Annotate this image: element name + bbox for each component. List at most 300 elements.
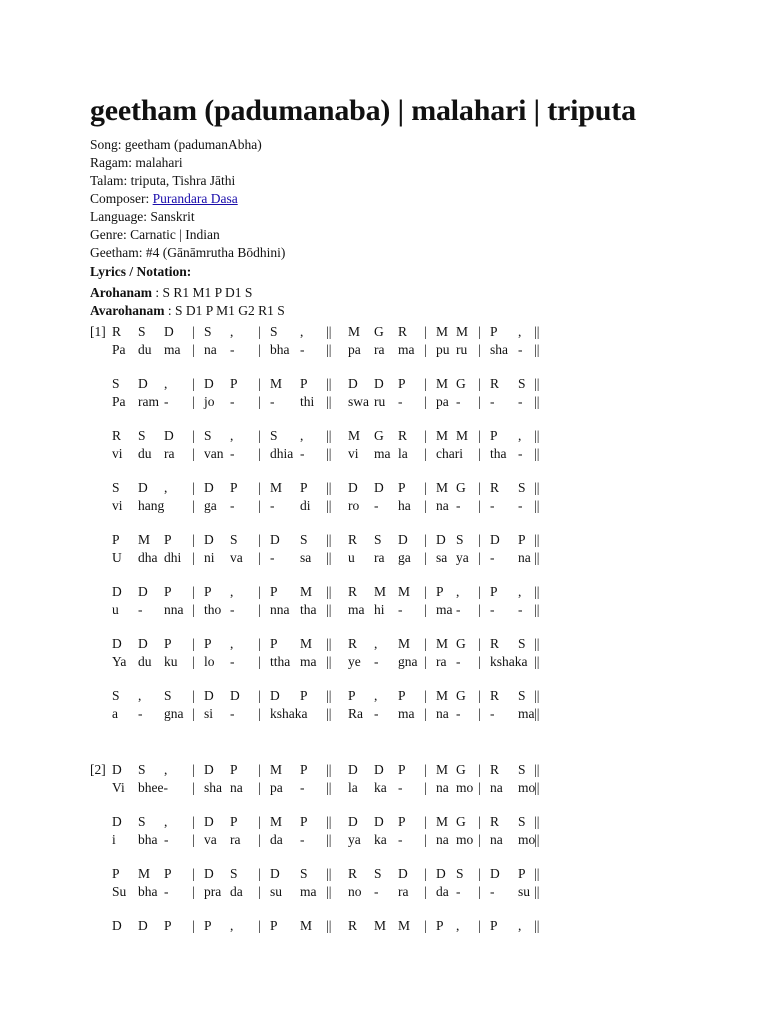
section-label: [2]: [90, 762, 106, 777]
swara-note: |: [424, 324, 427, 339]
swara-note: P: [164, 918, 172, 933]
swara-note: P: [490, 324, 498, 339]
lyric-syllable: -: [490, 706, 495, 721]
swara-note: P: [270, 636, 278, 651]
swara-note: R: [490, 376, 500, 391]
swara-note: M: [436, 428, 449, 443]
lyric-syllable: ye: [348, 654, 361, 669]
swara-note: P: [518, 532, 526, 547]
lyric-syllable: Ya: [112, 654, 127, 669]
swara-note: |: [258, 636, 261, 651]
lyric-syllable: ma: [374, 446, 391, 461]
swara-note: D: [374, 376, 384, 391]
swara-note: |: [424, 532, 427, 547]
lyric-syllable: ma: [300, 654, 317, 669]
swara-note: |: [424, 584, 427, 599]
swara-note: P: [398, 814, 406, 829]
lyric-syllable: -: [518, 498, 523, 513]
lyric-syllable: |: [258, 550, 261, 565]
swara-note: D: [164, 324, 174, 339]
swara-note: P: [490, 584, 498, 599]
lyric-syllable: dhia: [270, 446, 294, 461]
lyric-syllable: ||: [534, 706, 540, 721]
swara-note: ,: [456, 584, 460, 599]
swara-note: S: [518, 480, 526, 495]
swara-note: S: [112, 480, 120, 495]
swara-note: M: [138, 532, 151, 547]
lyric-syllable: du: [138, 446, 152, 461]
swara-note: |: [424, 688, 427, 703]
lyric-syllable: |: [478, 498, 481, 513]
lyric-syllable: ya: [348, 832, 361, 847]
swara-note: P: [300, 376, 308, 391]
swara-note: S: [300, 866, 308, 881]
lyric-syllable: |: [424, 550, 427, 565]
lyric-syllable: ra: [374, 550, 385, 565]
swara-note: ,: [164, 480, 168, 495]
lyric-syllable: swa: [348, 394, 369, 409]
swara-note: P: [230, 480, 238, 495]
lyric-syllable: na: [204, 342, 217, 357]
lyric-syllable: ma: [348, 602, 365, 617]
lyric-syllable: |: [424, 884, 427, 899]
lyric-syllable: na: [518, 550, 531, 565]
lyric-syllable: na: [436, 706, 449, 721]
lyric-syllable: -: [230, 498, 235, 513]
swara-note: S: [374, 866, 382, 881]
lyric-syllable: |: [192, 654, 195, 669]
lyric-syllable: -: [270, 550, 275, 565]
lyric-syllable: ttha: [270, 654, 291, 669]
swara-note: |: [192, 480, 195, 495]
swara-note: R: [348, 584, 358, 599]
lyric-syllable: ||: [326, 780, 332, 795]
swara-note: |: [424, 636, 427, 651]
lyric-syllable: ra: [436, 654, 447, 669]
lyric-syllable: di: [300, 498, 311, 513]
swara-note: S: [300, 532, 308, 547]
lyric-syllable: U: [112, 550, 122, 565]
swara-note: |: [192, 636, 195, 651]
lyric-syllable: -: [300, 832, 305, 847]
lyric-syllable: nna: [270, 602, 290, 617]
lyric-syllable: Pa: [112, 342, 126, 357]
swara-note: S: [204, 324, 212, 339]
swara-note: |: [478, 584, 481, 599]
swara-note: R: [398, 324, 408, 339]
swara-note: P: [204, 636, 212, 651]
lyric-syllable: jo: [204, 394, 215, 409]
lyric-syllable: va: [204, 832, 217, 847]
lyric-syllable: ||: [534, 602, 540, 617]
swara-note: |: [258, 918, 261, 933]
lyric-syllable: ||: [326, 706, 332, 721]
swara-note: ,: [300, 324, 304, 339]
swara-note: M: [436, 480, 449, 495]
lyric-syllable: |: [192, 394, 195, 409]
swara-note: M: [398, 636, 411, 651]
lyric-syllable: mo: [518, 832, 536, 847]
lyric-syllable: |: [258, 446, 261, 461]
lyric-syllable: ||: [326, 394, 332, 409]
lyric-syllable: mo: [456, 832, 474, 847]
lyric-syllable: -: [270, 498, 275, 513]
lyric-syllable: pa: [436, 394, 449, 409]
lyric-syllable: |: [478, 602, 481, 617]
lyric-syllable: -: [490, 394, 495, 409]
swara-note: M: [436, 324, 449, 339]
lyric-syllable: -: [230, 394, 235, 409]
lyric-syllable: du: [138, 654, 152, 669]
lyric-syllable: vi: [348, 446, 359, 461]
swara-note: G: [374, 428, 384, 443]
lyric-syllable: na: [490, 832, 503, 847]
lyric-syllable: -: [230, 706, 235, 721]
lyric-syllable: ga: [398, 550, 411, 565]
swara-note: |: [478, 918, 481, 933]
swara-note: D: [204, 688, 214, 703]
lyric-syllable: ma: [398, 342, 415, 357]
meta-geetham: Geetham: #4 (Gānāmrutha Bōdhini): [90, 245, 286, 260]
swara-note: |: [424, 866, 427, 881]
swara-note: ||: [534, 762, 540, 777]
swara-note: M: [348, 428, 361, 443]
swara-note: M: [456, 428, 469, 443]
swara-note: |: [258, 814, 261, 829]
swara-note: |: [478, 814, 481, 829]
lyric-syllable: -: [138, 602, 143, 617]
swara-note: ||: [326, 866, 332, 881]
lyric-syllable: ||: [534, 342, 540, 357]
swara-note: ||: [326, 324, 332, 339]
swara-note: D: [138, 584, 148, 599]
swara-note: M: [348, 324, 361, 339]
swara-note: D: [270, 688, 280, 703]
swara-note: P: [230, 762, 238, 777]
lyric-syllable: |: [478, 706, 481, 721]
swara-note: P: [164, 584, 172, 599]
lyric-syllable: -: [518, 394, 523, 409]
swara-note: |: [478, 376, 481, 391]
swara-note: S: [204, 428, 212, 443]
swara-note: G: [456, 480, 466, 495]
swara-note: P: [436, 918, 444, 933]
lyric-syllable: la: [348, 780, 358, 795]
swara-note: |: [192, 688, 195, 703]
lyric-syllable: |: [192, 706, 195, 721]
swara-note: |: [478, 762, 481, 777]
lyric-syllable: |: [192, 884, 195, 899]
swara-note: R: [112, 324, 122, 339]
meta-talam: Talam: triputa, Tishra Jāthi: [90, 173, 236, 188]
lyric-syllable: -: [518, 342, 523, 357]
swara-note: P: [398, 480, 406, 495]
lyric-syllable: sa: [436, 550, 448, 565]
swara-note: D: [398, 866, 408, 881]
swara-note: R: [398, 428, 408, 443]
swara-note: D: [112, 918, 122, 933]
lyric-syllable: su: [270, 884, 283, 899]
swara-note: R: [348, 636, 358, 651]
swara-note: G: [456, 688, 466, 703]
swara-note: |: [258, 428, 261, 443]
lyric-syllable: ma: [164, 342, 181, 357]
swara-note: ||: [326, 814, 332, 829]
swara-note: S: [518, 762, 526, 777]
swara-note: G: [374, 324, 384, 339]
swara-note: P: [398, 376, 406, 391]
lyric-syllable: bha: [270, 342, 290, 357]
swara-note: R: [112, 428, 122, 443]
swara-note: D: [270, 866, 280, 881]
lyric-syllable: bha: [138, 832, 158, 847]
swara-note: |: [478, 428, 481, 443]
swara-note: M: [436, 688, 449, 703]
swara-note: ||: [534, 866, 540, 881]
swara-note: |: [192, 584, 195, 599]
swara-note: S: [270, 428, 278, 443]
swara-note: S: [518, 376, 526, 391]
swara-note: |: [192, 866, 195, 881]
lyric-syllable: tha: [300, 602, 317, 617]
lyric-syllable: ro: [348, 498, 360, 513]
swara-note: M: [270, 814, 283, 829]
lyric-syllable: |: [258, 780, 261, 795]
lyric-syllable: -: [374, 654, 379, 669]
notation-section: [90, 762, 540, 936]
swara-note: D: [270, 532, 280, 547]
lyric-syllable: tho: [204, 602, 222, 617]
lyric-syllable: -: [300, 342, 305, 357]
lyric-syllable: du: [138, 342, 152, 357]
lyric-syllable: ram: [138, 394, 159, 409]
swara-note: D: [348, 814, 358, 829]
swara-note: |: [258, 324, 261, 339]
meta-genre: Genre: Carnatic | Indian: [90, 227, 220, 242]
swara-note: S: [230, 532, 238, 547]
lyric-syllable: na: [490, 780, 503, 795]
lyric-syllable: Vi: [112, 780, 125, 795]
lyric-syllable: -: [518, 446, 523, 461]
swara-note: P: [300, 814, 308, 829]
lyric-syllable: ga: [204, 498, 217, 513]
lyric-syllable: |: [192, 602, 195, 617]
swara-note: |: [258, 480, 261, 495]
lyric-syllable: |: [424, 394, 427, 409]
swara-note: P: [518, 866, 526, 881]
page-title: geetham (padumanaba) | malahari | triputa: [90, 94, 636, 127]
lyric-syllable: -: [230, 446, 235, 461]
lyric-syllable: Ra: [348, 706, 363, 721]
lyric-syllable: |: [258, 394, 261, 409]
swara-note: P: [436, 584, 444, 599]
swara-note: D: [374, 480, 384, 495]
swara-note: ||: [326, 532, 332, 547]
swara-note: |: [424, 376, 427, 391]
lyric-syllable: va: [230, 550, 243, 565]
lyric-syllable: |: [258, 602, 261, 617]
swara-note: P: [164, 532, 172, 547]
swara-note: D: [204, 762, 214, 777]
lyric-syllable: sha: [204, 780, 222, 795]
lyric-syllable: nna: [164, 602, 184, 617]
swara-note: ,: [518, 584, 522, 599]
swara-note: ||: [326, 376, 332, 391]
swara-note: S: [164, 688, 172, 703]
swara-note: P: [230, 376, 238, 391]
lyric-syllable: vi: [112, 446, 123, 461]
lyric-syllable: |: [424, 602, 427, 617]
lyric-syllable: -: [398, 780, 403, 795]
swara-note: ,: [138, 688, 142, 703]
swara-note: ,: [230, 584, 234, 599]
swara-note: ||: [534, 480, 540, 495]
lyric-syllable: |: [424, 706, 427, 721]
lyric-syllable: -: [164, 394, 169, 409]
swara-note: |: [192, 762, 195, 777]
lyric-syllable: gna: [398, 654, 418, 669]
swara-note: |: [192, 428, 195, 443]
swara-note: D: [348, 762, 358, 777]
lyric-syllable: -: [164, 884, 169, 899]
swara-note: P: [164, 636, 172, 651]
lyric-syllable: dha: [138, 550, 158, 565]
swara-note: G: [456, 762, 466, 777]
swara-note: ||: [326, 480, 332, 495]
lyric-syllable: -: [270, 394, 275, 409]
swara-note: ||: [326, 636, 332, 651]
lyric-syllable: ka: [374, 780, 387, 795]
lyric-syllable: hang: [138, 498, 165, 513]
lyric-syllable: ma: [518, 706, 535, 721]
swara-note: D: [230, 688, 240, 703]
lyrics-heading: Lyrics / Notation:: [90, 264, 192, 279]
swara-note: M: [436, 376, 449, 391]
lyric-syllable: |: [478, 394, 481, 409]
swara-note: ||: [534, 636, 540, 651]
lyric-syllable: -: [518, 602, 523, 617]
lyric-syllable: -: [456, 884, 461, 899]
lyric-syllable: -: [490, 602, 495, 617]
swara-note: |: [192, 532, 195, 547]
lyric-syllable: -: [138, 706, 143, 721]
swara-note: ||: [534, 376, 540, 391]
lyric-syllable: gna: [164, 706, 184, 721]
lyric-syllable: |: [192, 498, 195, 513]
swara-note: ,: [518, 918, 522, 933]
swara-note: S: [270, 324, 278, 339]
lyric-syllable: Su: [112, 884, 127, 899]
lyric-syllable: |: [258, 342, 261, 357]
lyric-syllable: -: [374, 884, 379, 899]
lyric-syllable: |: [192, 342, 195, 357]
swara-note: R: [490, 814, 500, 829]
swara-note: P: [300, 688, 308, 703]
swara-note: S: [518, 814, 526, 829]
lyric-syllable: -: [398, 394, 403, 409]
lyric-syllable: ||: [534, 394, 540, 409]
composer-link[interactable]: Purandara Dasa: [152, 191, 238, 206]
swara-note: M: [374, 918, 387, 933]
lyric-syllable: i: [112, 832, 116, 847]
lyric-syllable: ||: [534, 654, 540, 669]
lyric-syllable: |: [424, 780, 427, 795]
lyric-syllable: ha: [398, 498, 411, 513]
section-label: [1]: [90, 324, 106, 339]
lyric-syllable: -: [374, 706, 379, 721]
lyric-syllable: -: [230, 654, 235, 669]
swara-note: S: [138, 324, 146, 339]
avarohanam: Avarohanam : S D1 P M1 G2 R1 S: [90, 303, 285, 318]
swara-note: ||: [534, 584, 540, 599]
lyric-syllable: ka: [374, 832, 387, 847]
swara-note: R: [490, 480, 500, 495]
lyric-syllable: pu: [436, 342, 450, 357]
swara-note: M: [270, 376, 283, 391]
swara-note: ,: [374, 636, 378, 651]
lyric-syllable: ra: [398, 884, 409, 899]
swara-note: |: [258, 762, 261, 777]
swara-note: D: [204, 532, 214, 547]
lyric-syllable: Pa: [112, 394, 126, 409]
song-meta: [90, 136, 285, 262]
swara-note: D: [436, 866, 446, 881]
lyric-syllable: |: [258, 884, 261, 899]
swara-note: |: [192, 918, 195, 933]
swara-note: D: [204, 866, 214, 881]
lyric-syllable: -: [490, 550, 495, 565]
lyric-syllable: -: [398, 602, 403, 617]
lyric-syllable: |: [192, 446, 195, 461]
lyric-syllable: pa: [270, 780, 283, 795]
lyric-syllable: ||: [326, 342, 332, 357]
notation-table: [90, 324, 540, 936]
swara-note: M: [300, 918, 313, 933]
swara-note: S: [138, 762, 146, 777]
lyric-syllable: lo: [204, 654, 215, 669]
swara-note: M: [270, 762, 283, 777]
swara-note: P: [204, 584, 212, 599]
swara-note: P: [300, 762, 308, 777]
swara-note: |: [258, 866, 261, 881]
swara-note: G: [456, 376, 466, 391]
swara-note: M: [300, 584, 313, 599]
lyric-syllable: |: [478, 884, 481, 899]
lyric-syllable: ||: [326, 832, 332, 847]
swara-note: M: [436, 762, 449, 777]
lyric-syllable: sha: [490, 342, 508, 357]
swara-note: M: [138, 866, 151, 881]
lyric-syllable: su: [518, 884, 531, 899]
lyric-syllable: u: [348, 550, 355, 565]
lyric-syllable: kshaka: [270, 706, 308, 721]
lyric-syllable: ya: [456, 550, 469, 565]
swara-note: D: [138, 918, 148, 933]
swara-note: D: [204, 376, 214, 391]
swara-note: R: [348, 866, 358, 881]
swara-note: ,: [230, 428, 234, 443]
swara-note: ,: [518, 428, 522, 443]
lyric-syllable: tha: [490, 446, 507, 461]
lyric-syllable: ru: [456, 342, 468, 357]
swara-note: |: [424, 428, 427, 443]
swara-note: D: [112, 814, 122, 829]
lyric-syllable: si: [204, 706, 214, 721]
swara-note: M: [398, 584, 411, 599]
lyric-syllable: |: [192, 550, 195, 565]
swara-note: M: [436, 814, 449, 829]
lyric-syllable: -: [456, 394, 461, 409]
